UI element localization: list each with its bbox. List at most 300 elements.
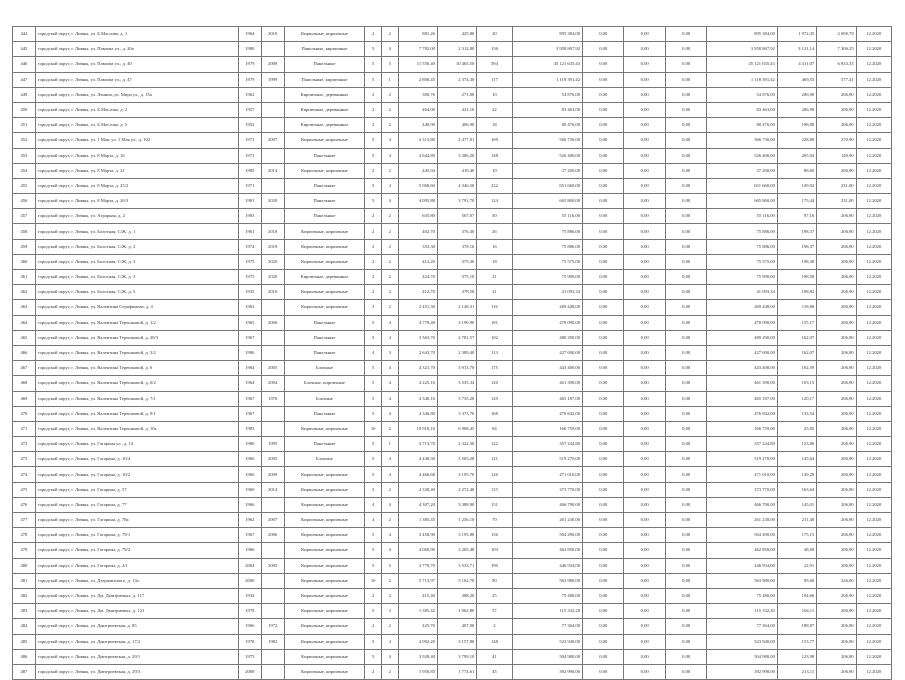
table-cell: 120: [477, 376, 512, 391]
table-cell: 2: [365, 224, 382, 239]
table-cell: 1986: [238, 345, 261, 360]
table-cell: 12.2020: [856, 330, 891, 345]
table-cell: 149,90: [817, 148, 856, 163]
table-cell: 2008: [238, 664, 261, 679]
table-cell: 0,00: [583, 664, 624, 679]
table-cell: 12.2020: [856, 148, 891, 163]
table-cell: 0,00: [624, 209, 665, 224]
table-cell: 0,00: [583, 649, 624, 664]
table-cell: 4: [381, 467, 398, 482]
table-row: [13, 573, 892, 588]
table-cell: 461 390,00: [707, 376, 777, 391]
table-cell: [261, 588, 284, 603]
table-cell: 0,00: [665, 72, 706, 87]
table-cell: 206,90: [817, 330, 856, 345]
table-cell: 5: [365, 361, 382, 376]
table-cell: 4: [365, 345, 382, 360]
table-cell: 2: [381, 27, 398, 42]
table-cell: 466: [13, 345, 36, 360]
table-cell: 206,90: [817, 376, 856, 391]
table-cell: 75 575,00: [707, 254, 777, 269]
table-cell: 18: [477, 118, 512, 133]
table-cell: 0,00: [624, 300, 665, 315]
table-cell: 460: [13, 254, 36, 269]
table-cell: 476 842,00: [512, 406, 582, 421]
table-cell: 5: [365, 406, 382, 421]
table-cell: 149,92: [777, 178, 816, 193]
table-cell: 228,80: [777, 133, 816, 148]
table-cell: 55 116,00: [707, 209, 777, 224]
table-row: [13, 619, 892, 634]
table-cell: 206,90: [817, 87, 856, 102]
table-cell: 0,00: [624, 497, 665, 512]
table-cell: 206,90: [817, 254, 856, 269]
table-cell: 466 790,00: [707, 497, 777, 512]
table-cell: 83 463,00: [707, 102, 777, 117]
table-cell: 0,00: [665, 558, 706, 573]
table-cell: 206,90: [817, 482, 856, 497]
table-cell: 206,90: [777, 87, 816, 102]
table-cell: 188,87: [777, 619, 816, 634]
table-cell: 1 972,45: [777, 27, 816, 42]
table-cell: 523 940,00: [512, 634, 582, 649]
table-cell: 0,00: [583, 330, 624, 345]
table-cell: 453: [13, 148, 36, 163]
table-row: [13, 482, 892, 497]
table-cell: 0,00: [624, 285, 665, 300]
table-cell: 126: [477, 467, 512, 482]
table-cell: 169: [477, 133, 512, 148]
table-cell: 25,85: [777, 421, 816, 436]
table-cell: городской округ, г. Ливны, ул. Болотная, С/Ж, д. 1: [35, 224, 238, 239]
table-cell: 480 290,00: [707, 330, 777, 345]
table-cell: 0,00: [665, 27, 706, 42]
table-cell: 75 886,00: [512, 224, 582, 239]
table-cell: 168: [477, 406, 512, 421]
table-cell: 0,00: [665, 239, 706, 254]
table-cell: 419,40: [437, 163, 476, 178]
table-cell: 1980: [238, 42, 261, 57]
table-cell: городской округ, г. Ливны, ул. Валентина Терешковой, д. 3/2: [35, 345, 238, 360]
table-cell: 222: [477, 178, 512, 193]
table-cell: городской округ, г. Ливны, ул. Аграрная, д. 2: [35, 209, 238, 224]
table-cell: 4 225,10: [398, 376, 437, 391]
table-cell: 0,00: [583, 452, 624, 467]
table-cell: 475: [13, 482, 36, 497]
table-cell: 0,00: [583, 634, 624, 649]
table-cell: 4: [381, 42, 398, 57]
table-cell: 0,00: [624, 634, 665, 649]
table-cell: 1999: [261, 72, 284, 87]
table-cell: 394: [477, 57, 512, 72]
register-rows: [13, 27, 892, 680]
table-cell: Кирпичные, кирпичные: [284, 604, 365, 619]
table-cell: 12.2020: [856, 421, 891, 436]
table-cell: 0,00: [583, 87, 624, 102]
table-cell: 1965: [238, 315, 261, 330]
table-row: [13, 42, 892, 57]
table-cell: городской округ, г. Ливны, ул. Болотная, С/Ж, д. 5: [35, 285, 238, 300]
table-cell: 4: [381, 406, 398, 421]
table-cell: 2020: [261, 194, 284, 209]
table-row: [13, 452, 892, 467]
table-cell: 4: [381, 634, 398, 649]
table-cell: 0,00: [624, 482, 665, 497]
table-cell: 635,80: [398, 209, 437, 224]
table-cell: 0,00: [583, 513, 624, 528]
table-cell: 206,90: [817, 437, 856, 452]
table-cell: 261 230,00: [707, 513, 777, 528]
table-cell: 41 093,34: [512, 285, 582, 300]
table-cell: городской округ, г. Ливны, ул. Валентина Серафимова, д. 4: [35, 300, 238, 315]
table-cell: городской округ, г. Ливны, ул. Гагарина, д. 79/1: [35, 528, 238, 543]
table-cell: 486: [13, 649, 36, 664]
table-cell: 2: [381, 102, 398, 117]
table-cell: 0,00: [665, 634, 706, 649]
table-cell: 231,00: [817, 178, 856, 193]
table-cell: 4: [381, 649, 398, 664]
table-cell: 2: [381, 482, 398, 497]
table-cell: 0,00: [583, 437, 624, 452]
table-cell: 2020: [261, 254, 284, 269]
table-cell: 895 384,00: [512, 27, 582, 42]
table-cell: 0,00: [665, 391, 706, 406]
table-cell: 206,90: [817, 558, 856, 573]
table-cell: 415,40: [398, 588, 437, 603]
table-cell: 457: [13, 209, 36, 224]
table-cell: 465: [13, 330, 36, 345]
table-cell: 4 092,20: [398, 634, 437, 649]
table-cell: 465 187,00: [512, 391, 582, 406]
table-cell: Кирпичные, кирпичные: [284, 467, 365, 482]
table-cell: 2: [381, 588, 398, 603]
table-cell: 357 244,80: [512, 437, 582, 452]
table-cell: 4: [381, 497, 398, 512]
table-cell: 151: [477, 497, 512, 512]
table-cell: 0,00: [624, 102, 665, 117]
table-cell: 198,37: [777, 239, 816, 254]
table-cell: 206,90: [817, 634, 856, 649]
table-cell: 0,00: [624, 118, 665, 133]
table-cell: Кирпичные, кирпичные: [284, 543, 365, 558]
table-cell: 12.2020: [856, 452, 891, 467]
table-cell: 21: [477, 285, 512, 300]
table-cell: 481: [13, 573, 36, 588]
table-cell: 1 950,85: [398, 664, 437, 679]
table-cell: [261, 209, 284, 224]
table-cell: 4: [365, 513, 382, 528]
table-cell: [261, 421, 284, 436]
table-cell: Кирпичные, кирпичные: [284, 300, 365, 315]
table-cell: 11 550,40: [398, 57, 437, 72]
table-cell: 0,00: [665, 254, 706, 269]
table-cell: 1 062,80: [437, 604, 476, 619]
table-cell: 3 313,80: [398, 133, 437, 148]
table-cell: 0,00: [583, 27, 624, 42]
table-cell: 2020: [261, 270, 284, 285]
table-cell: 0,00: [583, 118, 624, 133]
table-cell: 2: [381, 87, 398, 102]
table-cell: 0,00: [624, 619, 665, 634]
table-cell: 1 385,45: [398, 513, 437, 528]
table-cell: 2: [381, 619, 398, 634]
table-cell: 0,00: [665, 57, 706, 72]
table-cell: Кирпичные, кирпичные: [284, 619, 365, 634]
table-cell: 21: [477, 270, 512, 285]
table-cell: 198,58: [777, 270, 816, 285]
table-cell: 461: [13, 270, 36, 285]
table-cell: 1979: [238, 72, 261, 87]
table-cell: 12.2020: [856, 634, 891, 649]
table-cell: Панельные: [284, 330, 365, 345]
table-cell: 37 200,00: [707, 163, 777, 178]
table-cell: 1981: [238, 194, 261, 209]
table-cell: 121: [477, 452, 512, 467]
table-cell: 5: [365, 194, 382, 209]
table-cell: 0,00: [583, 300, 624, 315]
table-cell: 12.2020: [856, 406, 891, 421]
table-cell: 18: [477, 254, 512, 269]
table-cell: 206,90: [817, 315, 856, 330]
table-cell: 0,00: [624, 72, 665, 87]
table-cell: 213,11: [777, 664, 816, 679]
table-cell: городской округ, г. Ливны, ул. Гагарина, д. 10/4: [35, 452, 238, 467]
table-cell: 206,90: [817, 285, 856, 300]
table-cell: 2: [365, 87, 382, 102]
table-cell: 206,90: [817, 588, 856, 603]
table-cell: 102: [477, 330, 512, 345]
table-cell: городской округ, г. Ливны, ул. Б.Маслова, д. 5: [35, 118, 238, 133]
table-cell: 4 411,07: [777, 57, 816, 72]
table-cell: 181: [477, 315, 512, 330]
table-cell: 444: [13, 27, 36, 42]
table-cell: 3 565,28: [437, 452, 476, 467]
table-cell: 20: [477, 27, 512, 42]
table-cell: 421,10: [437, 102, 476, 117]
table-row: [13, 345, 892, 360]
table-cell: 1980: [238, 437, 261, 452]
table-cell: 447: [13, 72, 36, 87]
table-cell: 478 090,00: [707, 315, 777, 330]
table-cell: 12.2020: [856, 558, 891, 573]
table-cell: 665 860,00: [707, 194, 777, 209]
table-cell: Кирпичные, кирпичные: [284, 573, 365, 588]
table-cell: 0,00: [583, 102, 624, 117]
table-cell: 1967: [238, 406, 261, 421]
table-cell: 412,70: [398, 285, 437, 300]
table-cell: 455: [13, 178, 36, 193]
table-cell: 1935: [238, 285, 261, 300]
table-cell: 2: [365, 118, 382, 133]
table-cell: 4: [381, 376, 398, 391]
table-cell: 0,00: [624, 543, 665, 558]
table-cell: городской округ, г. Ливны, ул. Валентина Терешковой, д. 7/1: [35, 391, 238, 406]
table-cell: 4: [381, 194, 398, 209]
table-cell: городской округ, г. Ливны, ул. Валентина Терешковой, д. 6: [35, 361, 238, 376]
table-cell: Панельные: [284, 437, 365, 452]
table-cell: 206,90: [817, 513, 856, 528]
table-cell: 198,08: [777, 118, 816, 133]
table-cell: 375,10: [437, 270, 476, 285]
table-cell: 0,00: [665, 513, 706, 528]
table-cell: 206,90: [817, 345, 856, 360]
table-cell: 117: [477, 72, 512, 87]
table-cell: 0,00: [665, 102, 706, 117]
table-cell: [261, 42, 284, 57]
table-cell: 3 779,70: [398, 558, 437, 573]
table-cell: 566 730,00: [512, 133, 582, 148]
table-cell: 445,94: [398, 163, 437, 178]
table-cell: 1964: [238, 27, 261, 42]
table-cell: 0,00: [665, 588, 706, 603]
table-cell: 4 346,50: [437, 178, 476, 193]
table-cell: 12.2020: [856, 573, 891, 588]
table-cell: 1983: [238, 209, 261, 224]
table-cell: городской округ, г. Ливны, ул. Б.Маслова, д. 2: [35, 102, 238, 117]
table-cell: 3 121,14: [777, 42, 816, 57]
table-cell: Панельные: [284, 315, 365, 330]
table-cell: 1978: [238, 604, 261, 619]
table-cell: 145,64: [777, 452, 816, 467]
table-cell: 471: [13, 421, 36, 436]
table-cell: 124: [477, 194, 512, 209]
table-cell: 424,70: [398, 270, 437, 285]
table-cell: 156: [477, 42, 512, 57]
table-cell: 12.2020: [856, 604, 891, 619]
table-cell: 12.2020: [856, 482, 891, 497]
table-cell: 0,00: [665, 543, 706, 558]
table-cell: 3 913,70: [437, 361, 476, 376]
table-cell: 0,00: [665, 300, 706, 315]
table-cell: 443 400,00: [512, 361, 582, 376]
table-cell: 1: [381, 72, 398, 87]
table-cell: 198,30: [777, 254, 816, 269]
table-cell: 0,00: [665, 421, 706, 436]
table-cell: 80 476,00: [512, 118, 582, 133]
table-cell: 0,00: [583, 497, 624, 512]
table-row: [13, 421, 892, 436]
table-cell: 155,17: [777, 315, 816, 330]
table-cell: 16: [477, 239, 512, 254]
table-cell: 205,94: [777, 148, 816, 163]
table-cell: 2014: [261, 482, 284, 497]
table-cell: 12.2020: [856, 57, 891, 72]
table-cell: 484: [13, 619, 36, 634]
table-cell: 5: [365, 376, 382, 391]
table-cell: городской округ, г. Ливны, ул. Гагарина, д. 78а: [35, 513, 238, 528]
table-cell: 467: [13, 361, 36, 376]
table-cell: 0,00: [624, 270, 665, 285]
register-table: [12, 26, 892, 680]
table-cell: 12.2020: [856, 543, 891, 558]
table-cell: 2: [365, 27, 382, 42]
table-cell: 5: [365, 467, 382, 482]
table-cell: городской округ, г. Ливны, ул. Павлова ул., д. 40: [35, 57, 238, 72]
table-cell: 0,00: [583, 163, 624, 178]
table-cell: 190: [477, 558, 512, 573]
table-cell: 2: [365, 285, 382, 300]
table-cell: 133,54: [777, 406, 816, 421]
table-cell: городской округ, г. Ливны, ул. Дм. Дмитриевых, д. 121: [35, 604, 238, 619]
table-cell: 206,90: [817, 604, 856, 619]
table-cell: 1967: [238, 528, 261, 543]
table-cell: 388,20: [437, 588, 476, 603]
table-cell: 194,66: [777, 588, 816, 603]
table-cell: городской округ, г. Ливны, ул. Гагарина, д. 10/2: [35, 467, 238, 482]
table-cell: [261, 497, 284, 512]
table-cell: 3 195,80: [437, 528, 476, 543]
table-cell: 468: [13, 376, 36, 391]
table-cell: 519 270,00: [512, 452, 582, 467]
table-cell: 2 781,57: [437, 330, 476, 345]
table-cell: 461 390,00: [512, 376, 582, 391]
table-cell: 5 713,97: [398, 573, 437, 588]
table-cell: [261, 87, 284, 102]
table-cell: 373 770,00: [707, 482, 777, 497]
table-cell: 30: [477, 209, 512, 224]
table-cell: 2007: [261, 513, 284, 528]
table-cell: городской округ, г. Ливны, ул. Дмитриевская, д. 29/3: [35, 664, 238, 679]
table-cell: городской округ, г. Ливны, ул. Дзержинского, д. 13а: [35, 573, 238, 588]
table-cell: Кирпичные, кирпичные: [284, 634, 365, 649]
table-cell: 12.2020: [856, 270, 891, 285]
table-cell: [261, 664, 284, 679]
table-cell: 12.2020: [856, 239, 891, 254]
table-cell: 12.2020: [856, 254, 891, 269]
table-cell: 1975: [238, 254, 261, 269]
table-cell: городской округ, г. Ливны, ул. 8 Марта, д. 16: [35, 148, 238, 163]
table-cell: 478: [13, 528, 36, 543]
table-cell: 3 190,90: [437, 315, 476, 330]
table-cell: 12.2020: [856, 391, 891, 406]
table-cell: [261, 406, 284, 421]
table-cell: 2009: [261, 467, 284, 482]
table-cell: 0,00: [665, 528, 706, 543]
table-cell: 75 575,00: [512, 254, 582, 269]
table-cell: 0,00: [624, 437, 665, 452]
table-cell: 10: [365, 421, 382, 436]
table-cell: 0,00: [583, 376, 624, 391]
table-cell: городской округ, г. Ливны, ул. 8 Марта, д. 21: [35, 163, 238, 178]
table-cell: 206,90: [817, 224, 856, 239]
table-cell: 2: [381, 300, 398, 315]
table-cell: 466 790,00: [512, 497, 582, 512]
table-cell: 375,30: [437, 254, 476, 269]
table-cell: 1967: [238, 330, 261, 345]
table-cell: 456: [13, 194, 36, 209]
table-cell: 427 690,00: [707, 345, 777, 360]
table-cell: 0,00: [665, 573, 706, 588]
table-cell: [261, 543, 284, 558]
table-cell: 2 800,45: [398, 72, 437, 87]
table-cell: 206,90: [817, 452, 856, 467]
table-cell: 471 010,00: [707, 467, 777, 482]
table-cell: 0,00: [624, 664, 665, 679]
table-cell: 3: [365, 482, 382, 497]
table-cell: 0,00: [583, 224, 624, 239]
table-cell: городской округ, г. Ливны, ул. Валентина Терешковой, д. 6/2: [35, 376, 238, 391]
table-cell: 482: [13, 588, 36, 603]
table-cell: 0,00: [624, 330, 665, 345]
table-cell: 2018: [261, 224, 284, 239]
table-cell: 0,00: [665, 285, 706, 300]
table-cell: 54 876,00: [512, 87, 582, 102]
table-cell: городской округ, г. Ливны, ул. Павлова ул., д. 20а: [35, 42, 238, 57]
table-cell: 3 563,70: [398, 330, 437, 345]
table-cell: 3 458,90: [398, 528, 437, 543]
table-cell: Кирпичные, деревянные: [284, 102, 365, 117]
table-cell: Кирпичные, кирпичные: [284, 254, 365, 269]
